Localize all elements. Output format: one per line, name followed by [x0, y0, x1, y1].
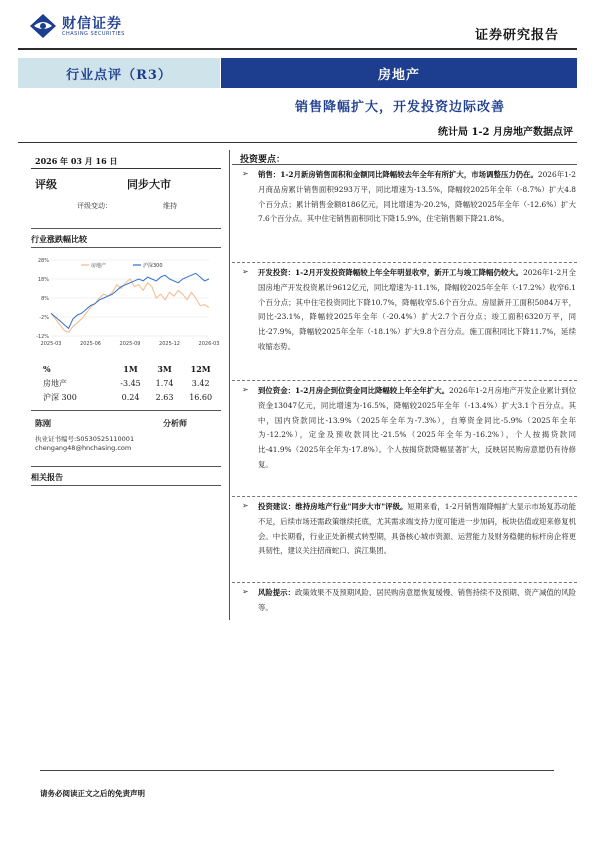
- table-cell: -3.45: [120, 378, 141, 388]
- arrow-bullet-icon: ➢: [242, 169, 249, 178]
- arrow-bullet-icon: ➢: [242, 385, 249, 394]
- industry-name: 房地产: [377, 67, 420, 83]
- highlight-lead: 风险提示：: [258, 588, 295, 597]
- highlight-body: 2026年1-2月全国房地产开发投资累计9612亿元，同比增速为-11.1%，降幅较2025年全年（-17.2%）收窄6.1个百分点；其中住宅投资同比下降10.7%，降幅收窄5.6个百分点。房屋新开工面积5084万平，同比-23.1%，降幅较2025年全年（-20.4%）扩大2.7个百分点；竣工面积6320万平，同比-27.9%，降幅较2025年全年（-18.1%）扩大9.8个百分点。施工面积同比下降11.7%，延续收缩态势。: [258, 268, 576, 351]
- related-reports-title: 相关报告: [31, 472, 63, 482]
- item-divider: [232, 262, 577, 263]
- rating-value: 同步大市: [127, 178, 171, 191]
- y-tick-label: 8%: [41, 296, 49, 302]
- table-row: [31, 376, 221, 390]
- table-header-cell: %: [43, 364, 51, 374]
- header-divider: [18, 48, 577, 50]
- section-divider: [31, 247, 221, 248]
- highlight-text: [258, 168, 576, 227]
- table-row: [31, 390, 221, 404]
- report-subheadline: 统计局 1-2 月房地产数据点评: [437, 127, 573, 138]
- table-header-cell: 3M: [157, 364, 172, 374]
- report-headline: 销售降幅扩大，开发投资边际改善: [294, 100, 505, 115]
- column-divider: [229, 150, 230, 620]
- report-category: 行业点评（R3）: [66, 67, 172, 83]
- highlights-title: 投资要点：: [240, 155, 286, 165]
- table-cell: 2.63: [155, 392, 174, 402]
- table-header-cell: 1M: [123, 364, 138, 374]
- table-cell: 房地产: [43, 378, 67, 388]
- arrow-bullet-icon: ➢: [242, 267, 249, 276]
- analyst-email[interactable]: chengang48@hnchasing.com: [35, 444, 132, 452]
- x-tick-label: 2025-12: [159, 341, 180, 347]
- highlight-text: [258, 586, 576, 616]
- analyst-role: 分析师: [163, 418, 187, 428]
- analyst-license: 执业证书编号:S0530525110001: [35, 435, 135, 443]
- chart-section-title: 行业涨跌幅比较: [31, 234, 87, 244]
- performance-table: [31, 362, 221, 404]
- company-name-en: CHASING SECURITIES: [62, 31, 125, 37]
- y-tick-label: -12%: [36, 334, 49, 340]
- highlight-body: 2026年1-2月商品房累计销售面积9293万平，同比增速为-13.5%，降幅较2025年全年（-8.7%）扩大4.8个百分点；累计销售金额8186亿元，同比增速为-20.2%，降幅较2025年全年（-12.6%）扩大7.6个百分点。其中住宅销售面积同比下降15.9%，住宅销售额下降21.8%。: [258, 170, 577, 224]
- rating-change-value: 维持: [163, 202, 177, 210]
- highlight-lead: 投资建议：维持房地产行业"同步大市"评级。: [258, 502, 408, 511]
- arrow-bullet-icon: ➢: [242, 587, 249, 596]
- highlight-text: [258, 500, 576, 559]
- table-cell: 3.42: [191, 378, 210, 388]
- y-tick-label: 18%: [37, 277, 49, 283]
- analyst-name: 陈刚: [35, 418, 51, 428]
- x-tick-label: 2025-09: [119, 341, 141, 347]
- report-category-band: [18, 58, 220, 88]
- logo-mark-icon: [28, 12, 58, 40]
- table-cell: 1.74: [155, 378, 174, 388]
- section-divider: [31, 466, 221, 467]
- highlight-lead: 开发投资：1-2月开发投资降幅较上年全年明显收窄，新开工与竣工降幅仍较大。: [258, 268, 524, 277]
- industry-band: [221, 58, 577, 88]
- table-header-row: [31, 362, 221, 376]
- company-logo: [28, 12, 148, 40]
- footer-divider: [40, 770, 554, 771]
- company-name-cn: 财信证券: [62, 16, 122, 32]
- table-cell: 沪深 300: [43, 392, 77, 402]
- rating-label: 评级: [35, 178, 57, 191]
- item-divider: [232, 582, 577, 583]
- date-divider: [31, 168, 221, 169]
- highlight-body: 短期来看，1-2月销售端降幅扩大显示市场复苏动能不足，后续市场还需政策继续托底，尤其需求端支持力度可能进一步加码，板块估值或迎来修复机会。中长期看，行业正处新模式转型期，具备核心城市资源、运营能力及财务稳健的标杆房企将更具韧性，建议关注招商蛇口、滨江集团。: [258, 502, 577, 556]
- table-cell: 16.60: [189, 392, 213, 402]
- table-cell: 0.24: [121, 392, 140, 402]
- y-tick-label: 28%: [37, 258, 49, 264]
- highlight-text: [258, 384, 576, 473]
- report-type: 证券研究报告: [474, 28, 559, 43]
- series-line-房地产: [51, 279, 209, 332]
- industry-performance-chart: [31, 252, 221, 352]
- highlight-body: 政策效果不及预期风险、居民购房意愿恢复缓慢、销售持续不及预期、资产减值的风险等。: [258, 588, 576, 612]
- item-divider: [232, 380, 577, 381]
- item-divider: [232, 496, 577, 497]
- highlights-divider: [232, 164, 577, 165]
- x-tick-label: 2025-06: [80, 341, 101, 347]
- highlight-lead: 销售：1-2月新房销售面积和金额同比降幅较去年全年有所扩大，市场调整压力仍在。: [258, 170, 538, 179]
- legend-label: 房地产: [91, 263, 107, 269]
- table-header-cell: 12M: [190, 364, 211, 374]
- highlight-body: 2026年1-2月房地产开发企业累计到位资金13047亿元，同比增速为-16.5%，降幅较2025年全年（-13.4%）扩大3.1个百分点。其中，国内贷款同比-13.9%（2025年全年为-7.3%），自筹资金同比-5.9%（2025年全年为-12.2%），定金及预收款同比-21.5%（2025年全年为-16.2%），个人按揭贷款同比-41.9%（2025年全年为-17.8%）。个人按揭贷款降幅显著扩大，反映居民购房意愿仍有待修复。: [258, 386, 576, 469]
- x-tick-label: 2026-03: [198, 341, 220, 347]
- section-divider: [31, 485, 221, 486]
- arrow-bullet-icon: ➢: [242, 501, 249, 510]
- subheadline-divider: [18, 142, 577, 143]
- y-tick-label: -2%: [39, 315, 49, 321]
- highlight-lead: 到位资金：1-2月房企到位资金同比降幅较上年全年扩大。: [258, 386, 450, 395]
- legend-label: 沪深300: [143, 263, 163, 269]
- disclaimer-note: 请务必阅读正文之后的免责声明: [40, 789, 145, 798]
- series-line-沪深300: [51, 273, 209, 328]
- section-divider: [31, 410, 221, 411]
- highlight-text: [258, 266, 576, 355]
- rating-change-label: 评级变动：: [77, 202, 112, 210]
- report-date: 2026 年 03 月 16 日: [35, 156, 118, 166]
- x-tick-label: 2025-03: [40, 341, 62, 347]
- section-divider: [31, 228, 221, 229]
